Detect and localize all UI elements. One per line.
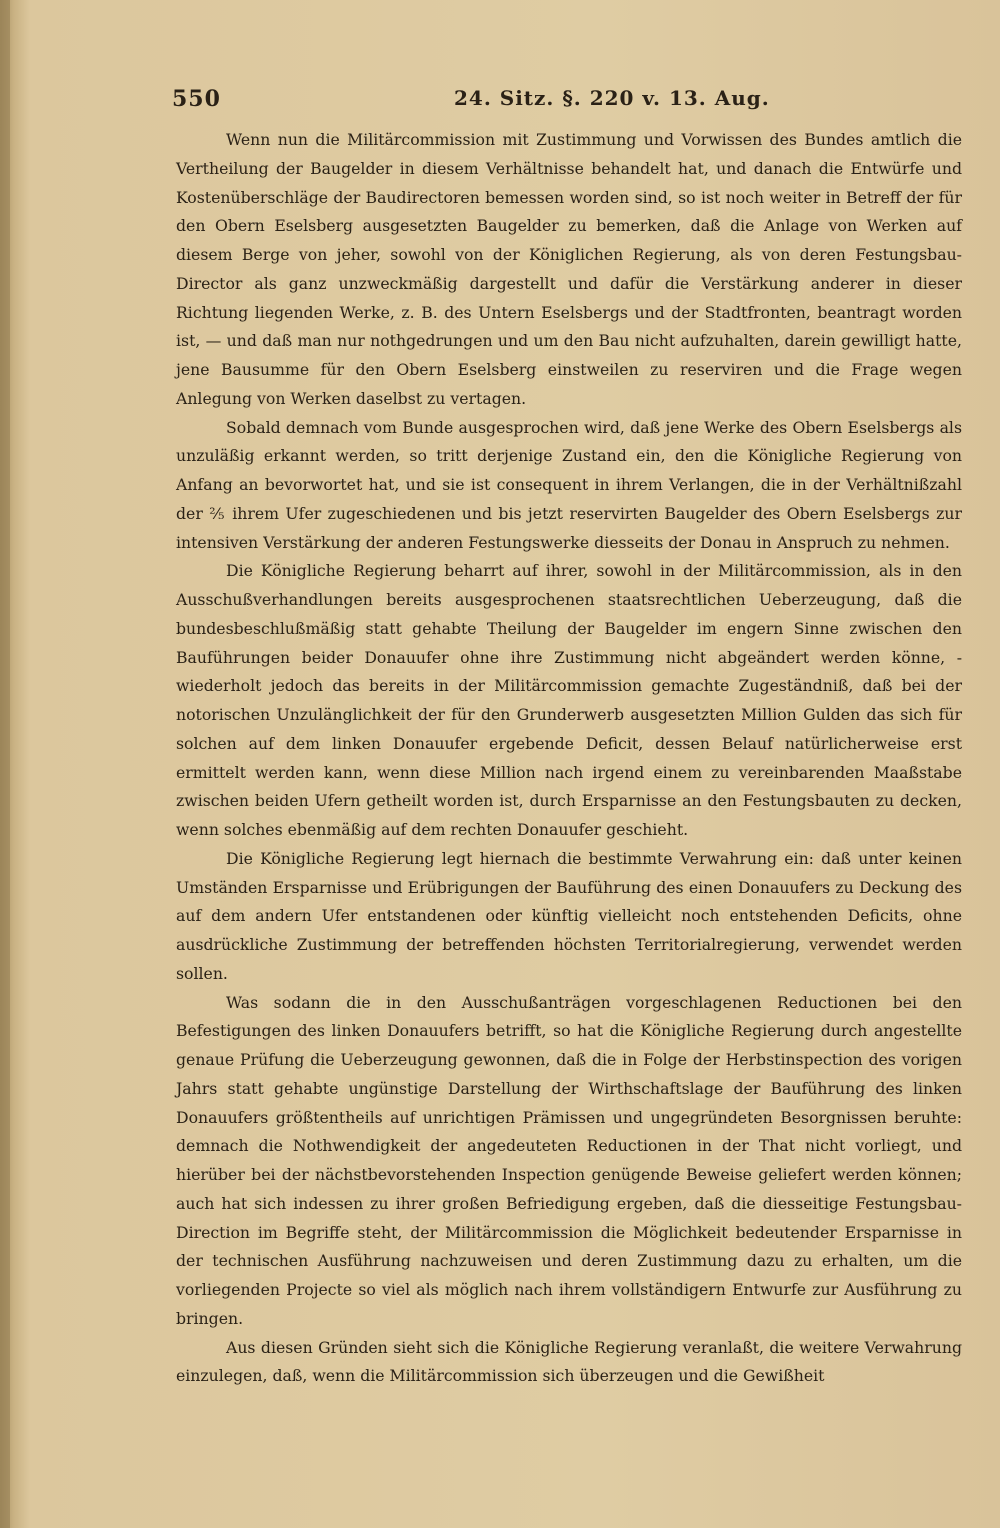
paragraph: Wenn nun die Militärcommission mit Zustimmung und Vorwissen des Bundes amtlich die Vertheilung der Baugelder in diesem Verhältnisse behandelt hat, und danach die Entwürfe und Kostenüberschläge der Baudirectoren bemessen worden sind, so ist noch weiter in Betreff der für den Obern Eselsberg ausgesetzten Baugelder zu bemerken, daß die Anlage von Werken auf diesem Berge von jeher, sowohl von der Königlichen Regierung, als von deren Festungsbau-Director als ganz unzweckmäßig dargestellt und dafür die Verstärkung anderer in dieser Richtung liegenden Werke, z. B. des Untern Eselsbergs und der Stadtfronten, beantragt worden ist, — und daß man nur nothgedrungen und um den Bau nicht aufzuhalten, darein gewilligt hatte, jene Bausumme für den Obern Eselsberg einstweilen zu reserviren und die Frage wegen Anlegung von Werken daselbst zu vertagen. (176, 130, 962, 408)
paragraph: Die Königliche Regierung legt hiernach die bestimmte Verwahrung ein: daß unter keinen Umständen Ersparnisse und Erübrigungen der Bauführung des einen Donauufers zu Deckung des auf dem andern Ufer entstandenen oder künftig vielleicht noch entstehenden Deficits, ohne ausdrückliche Zustimmung der betreffenden höchsten Territorialregierung, verwendet werden sollen. (176, 848, 962, 983)
paragraph: Sobald demnach vom Bunde ausgesprochen wird, daß jene Werke des Obern Eselsbergs als unzuläßig erkannt werden, so tritt derjenige Zustand ein, den die Königliche Regierung von Anfang an bevorwortet hat, und sie ist consequent in ihrem Verlangen, die in der Verhältnißzahl der ⅖ ihrem Ufer zugeschiedenen und bis jetzt reservirten Baugelder des Obern Eselsbergs zur intensiven Verstärkung der anderen Festungswerke diesseits der Donau in Anspruch zu nehmen. (176, 417, 962, 552)
paragraph: Aus diesen Gründen sieht sich die Königliche Regierung veranlaßt, die weitere Verwahrung einzulegen, daß, wenn die Militärcommission sich überzeugen und die Gewißheit (176, 1337, 962, 1386)
running-head: 24. Sitz. §. 220 v. 13. Aug. (454, 86, 770, 110)
page-number: 550 (172, 86, 221, 112)
paragraph: Was sodann die in den Ausschußanträgen vorgeschlagenen Reductionen bei den Befestigungen des linken Donauufers betrifft, so hat die Königliche Regierung durch angestellte genaue Prüfung die Ueberzeugung gewonnen, daß die in Folge der Herbstinspection des vorigen Jahrs statt gehabte ungünstige Darstellung der Wirthschaftslage der Bauführung des linken Donauufers größtentheils auf unrichtigen Prämissen und ungegründeten Besorgnissen beruhte: demnach die Nothwendigkeit der angedeuteten Reductionen in der That nicht vorliegt, und hierüber bei der nächstbevorstehenden Inspection genügende Beweise geliefert werden können; auch hat sich indessen zu ihrer großen Befriedigung ergeben, daß die diesseitige Festungsbau-Direction im Begriffe steht, der Militärcommission die Möglichkeit bedeutender Ersparnisse in der technischen Ausführung nachzuweisen und deren Zustimmung dazu zu erhalten, um die vorliegenden Projecte so viel als möglich nach ihrem vollständigern Entwurfe zur Ausführung zu bringen. (176, 992, 962, 1328)
paragraph: Die Königliche Regierung beharrt auf ihrer, sowohl in der Militärcommission, als in den Ausschußverhandlungen bereits ausgesprochenen staatsrechtlichen Ueberzeugung, daß die bundesbeschlußmäßig statt gehabte Theilung der Baugelder im engern Sinne zwischen den Bauführungen beider Donauufer ohne ihre Zustimmung nicht abgeändert werden könne, - wiederholt jedoch das bereits in der Militärcommission gemachte Zugeständniß, daß bei der notorischen Unzulänglichkeit der für den Grunderwerb ausgesetzten Million Gulden das sich für solchen auf dem linken Donauufer ergebende Deficit, dessen Belauf natürlicherweise erst ermittelt werden kann, wenn diese Million nach irgend einem zu vereinbarenden Maaßstabe zwischen beiden Ufern getheilt worden ist, durch Ersparnisse an den Festungsbauten zu decken, wenn solches ebenmäßig auf dem rechten Donauufer geschieht. (176, 561, 962, 839)
binding-shadow (0, 0, 10, 1528)
body-text (176, 126, 962, 1391)
page-header (172, 86, 970, 116)
